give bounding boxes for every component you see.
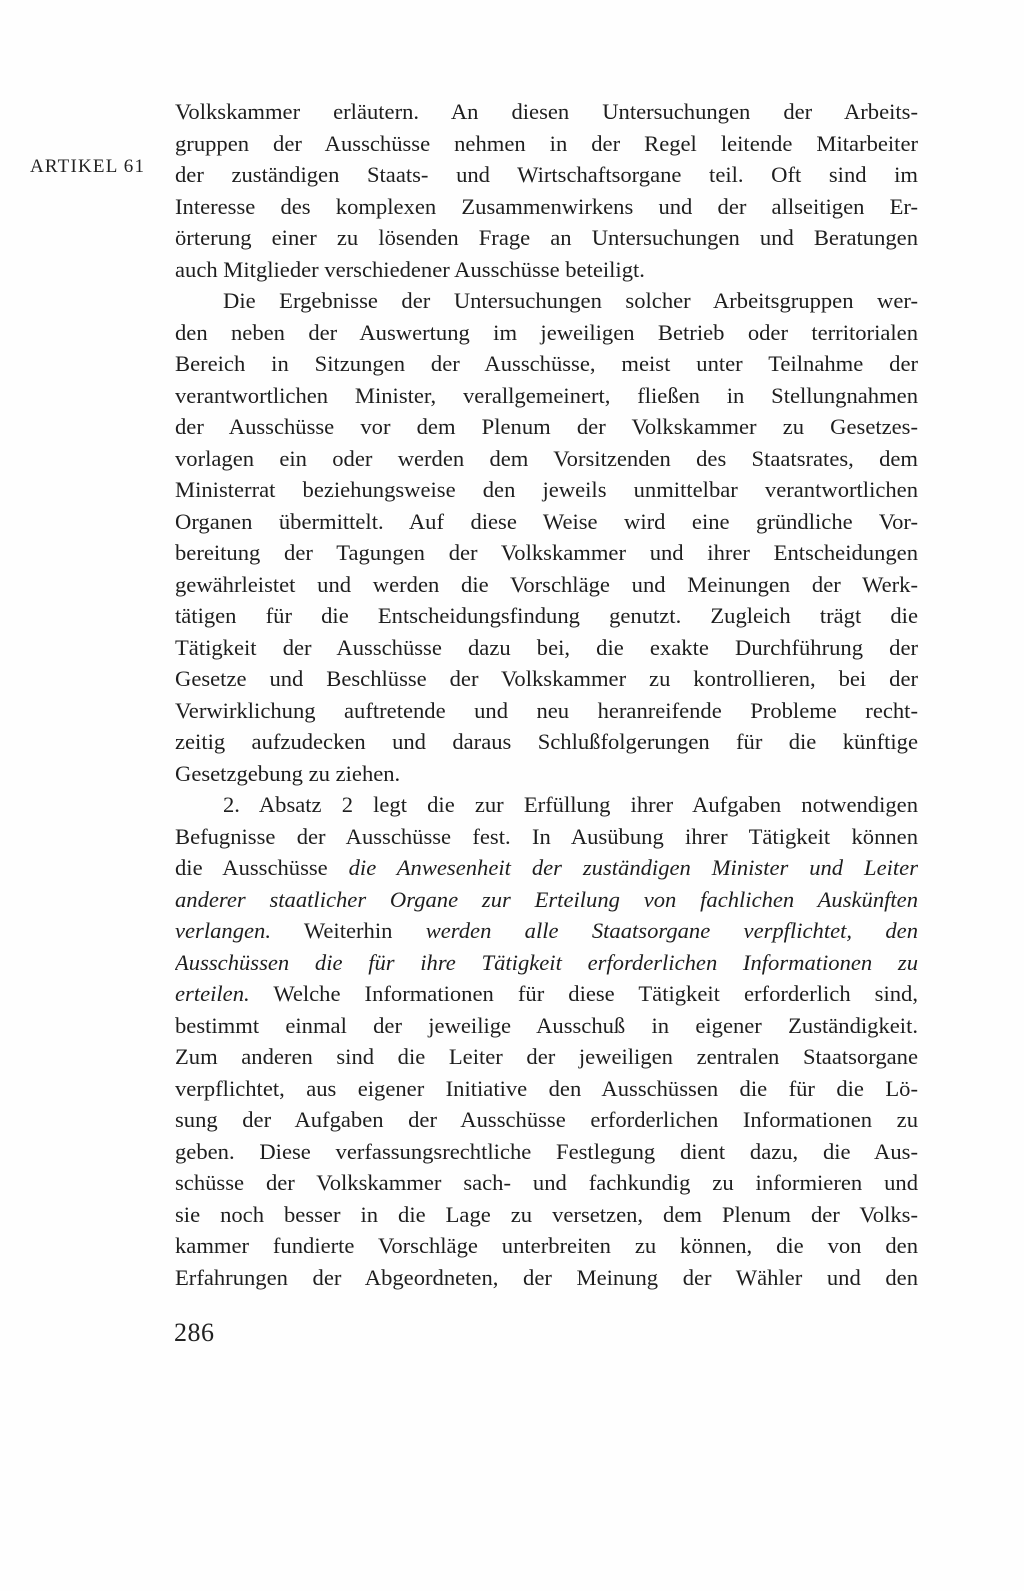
text-line [175, 726, 918, 758]
text-line [175, 789, 918, 821]
text-line [175, 600, 918, 632]
text-line [175, 695, 918, 727]
text-segment: die Ausschüsse [175, 855, 349, 880]
text-line [175, 1167, 918, 1199]
text-segment: Interesse des komplexen Zusammenwirkens und der allseitigen Er- [175, 193, 918, 219]
text-line [175, 348, 918, 380]
text-segment: Zum anderen sind die Leiter der jeweiligen zentralen Staatsorgane [175, 1044, 918, 1069]
text-segment: der zuständigen Staats- und Wirtschaftsorgane teil. Oft sind im [175, 162, 918, 187]
text-segment: bereitung der Tagungen der Volkskammer und ihrer Entscheidungen [175, 540, 918, 565]
italic-text-segment: anderer staatlicher Organe zur Erteilung von fachlichen Auskünften [175, 886, 918, 912]
text-line [175, 663, 918, 695]
italic-text-segment: werden alle Staatsorgane verpflichtet, den [425, 918, 918, 943]
text-line [175, 1136, 918, 1168]
text-segment: Volkskammer erläutern. An diesen Untersuchungen der Arbeits- [175, 99, 918, 124]
text-segment: geben. Diese verfassungsrechtliche Festlegung dient dazu, die Aus- [175, 1138, 918, 1164]
text-line [175, 159, 918, 191]
text-line [175, 758, 918, 790]
text-line [175, 569, 918, 601]
text-segment: Gesetzgebung zu ziehen. [175, 760, 401, 786]
text-line [175, 1230, 918, 1262]
text-line [175, 632, 918, 664]
text-segment: gewährleistet und werden die Vorschläge und Meinungen der Werk- [175, 571, 918, 597]
article-margin-label: ARTIKEL 61 [30, 156, 146, 177]
text-line [175, 884, 918, 916]
text-line [175, 1010, 918, 1042]
text-segment: Tätigkeit der Ausschüsse dazu bei, die exakte Durchführung der [175, 634, 918, 660]
text-line [175, 128, 918, 160]
text-segment: der Ausschüsse vor dem Plenum der Volkskammer zu Gesetzes- [175, 414, 918, 439]
text-segment: Die Ergebnisse der Untersuchungen solcher Arbeitsgruppen wer- [223, 288, 918, 313]
text-segment: verpflichtet, aus eigener Initiative den Ausschüssen die für die Lö- [175, 1075, 918, 1101]
text-segment: kammer fundierte Vorschläge unterbreiten zu können, die von den [175, 1233, 918, 1258]
italic-text-segment: Ausschüssen die für ihre Tätigkeit erforderlichen Informationen zu [175, 949, 918, 975]
text-segment: Weiterhin [271, 918, 426, 943]
text-line [175, 915, 918, 947]
text-line [175, 947, 918, 979]
text-segment: sie noch besser in die Lage zu versetzen, dem Plenum der Volks- [175, 1201, 918, 1227]
text-line [175, 443, 918, 475]
text-segment: Bereich in Sitzungen der Ausschüsse, meist unter Teilnahme der [175, 351, 918, 376]
text-line [175, 222, 918, 254]
text-line [175, 1104, 918, 1136]
text-line [175, 1073, 918, 1105]
text-line [175, 821, 918, 853]
text-line [175, 96, 918, 128]
text-line [175, 506, 918, 538]
text-segment: sung der Aufgaben der Ausschüsse erforderlichen Informationen zu [175, 1107, 918, 1132]
text-segment: Erfahrungen der Abgeordneten, der Meinung der Wähler und den [175, 1264, 918, 1290]
text-segment: den neben der Auswertung im jeweiligen Betrieb oder territorialen [175, 319, 918, 345]
italic-text-segment: die Anwesenheit der zuständigen Minister und Leiter [348, 855, 918, 880]
text-line [175, 537, 918, 569]
text-line [175, 411, 918, 443]
text-segment: örterung einer zu lösenden Frage an Untersuchungen und Beratungen [175, 225, 918, 250]
text-segment: gruppen der Ausschüsse nehmen in der Regel leitende Mitarbeiter [175, 130, 918, 156]
text-line [175, 317, 918, 349]
text-segment: 2. Absatz 2 legt die zur Erfüllung ihrer Aufgaben notwendigen [223, 792, 918, 817]
text-segment: Ministerrat beziehungsweise den jeweils unmittelbar verantwortlichen [175, 477, 918, 502]
text-segment: vorlagen ein oder werden dem Vorsitzenden des Staatsrates, dem [175, 445, 918, 471]
text-segment: zeitig aufzudecken und daraus Schlußfolgerungen für die künftige [175, 729, 918, 754]
text-line [175, 380, 918, 412]
text-segment: Verwirklichung auftretende und neu heranreifende Probleme recht- [175, 697, 918, 723]
text-line [175, 285, 918, 317]
text-segment: Befugnisse der Ausschüsse fest. In Ausübung ihrer Tätigkeit können [175, 823, 918, 849]
text-line [175, 852, 918, 884]
text-segment: Organen übermittelt. Auf diese Weise wird eine gründliche Vor- [175, 508, 918, 534]
italic-text-segment: erteilen. [175, 981, 250, 1006]
text-segment: Gesetze und Beschlüsse der Volkskammer zu kontrollieren, bei der [175, 666, 918, 691]
text-line [175, 191, 918, 223]
page-number: 286 [174, 1318, 215, 1347]
text-segment: Welche Informationen für diese Tätigkeit erforderlich sind, [249, 981, 918, 1006]
text-line [175, 474, 918, 506]
text-segment: bestimmt einmal der jeweilige Ausschuß in eigener Zuständigkeit. [175, 1012, 918, 1038]
text-segment: schüsse der Volkskammer sach- und fachkundig zu informieren und [175, 1170, 918, 1195]
text-line [175, 254, 918, 286]
text-segment: verantwortlichen Minister, verallgemeinert, fließen in Stellungnahmen [175, 382, 918, 408]
italic-text-segment: verlangen. [175, 918, 271, 943]
body-text [175, 96, 918, 1293]
text-segment: auch Mitglieder verschiedener Ausschüsse beteiligt. [175, 256, 645, 282]
text-segment: tätigen für die Entscheidungsfindung genutzt. Zugleich trägt die [175, 603, 918, 628]
text-line [175, 1041, 918, 1073]
text-line [175, 1199, 918, 1231]
text-line [175, 978, 918, 1010]
text-line [175, 1262, 918, 1294]
